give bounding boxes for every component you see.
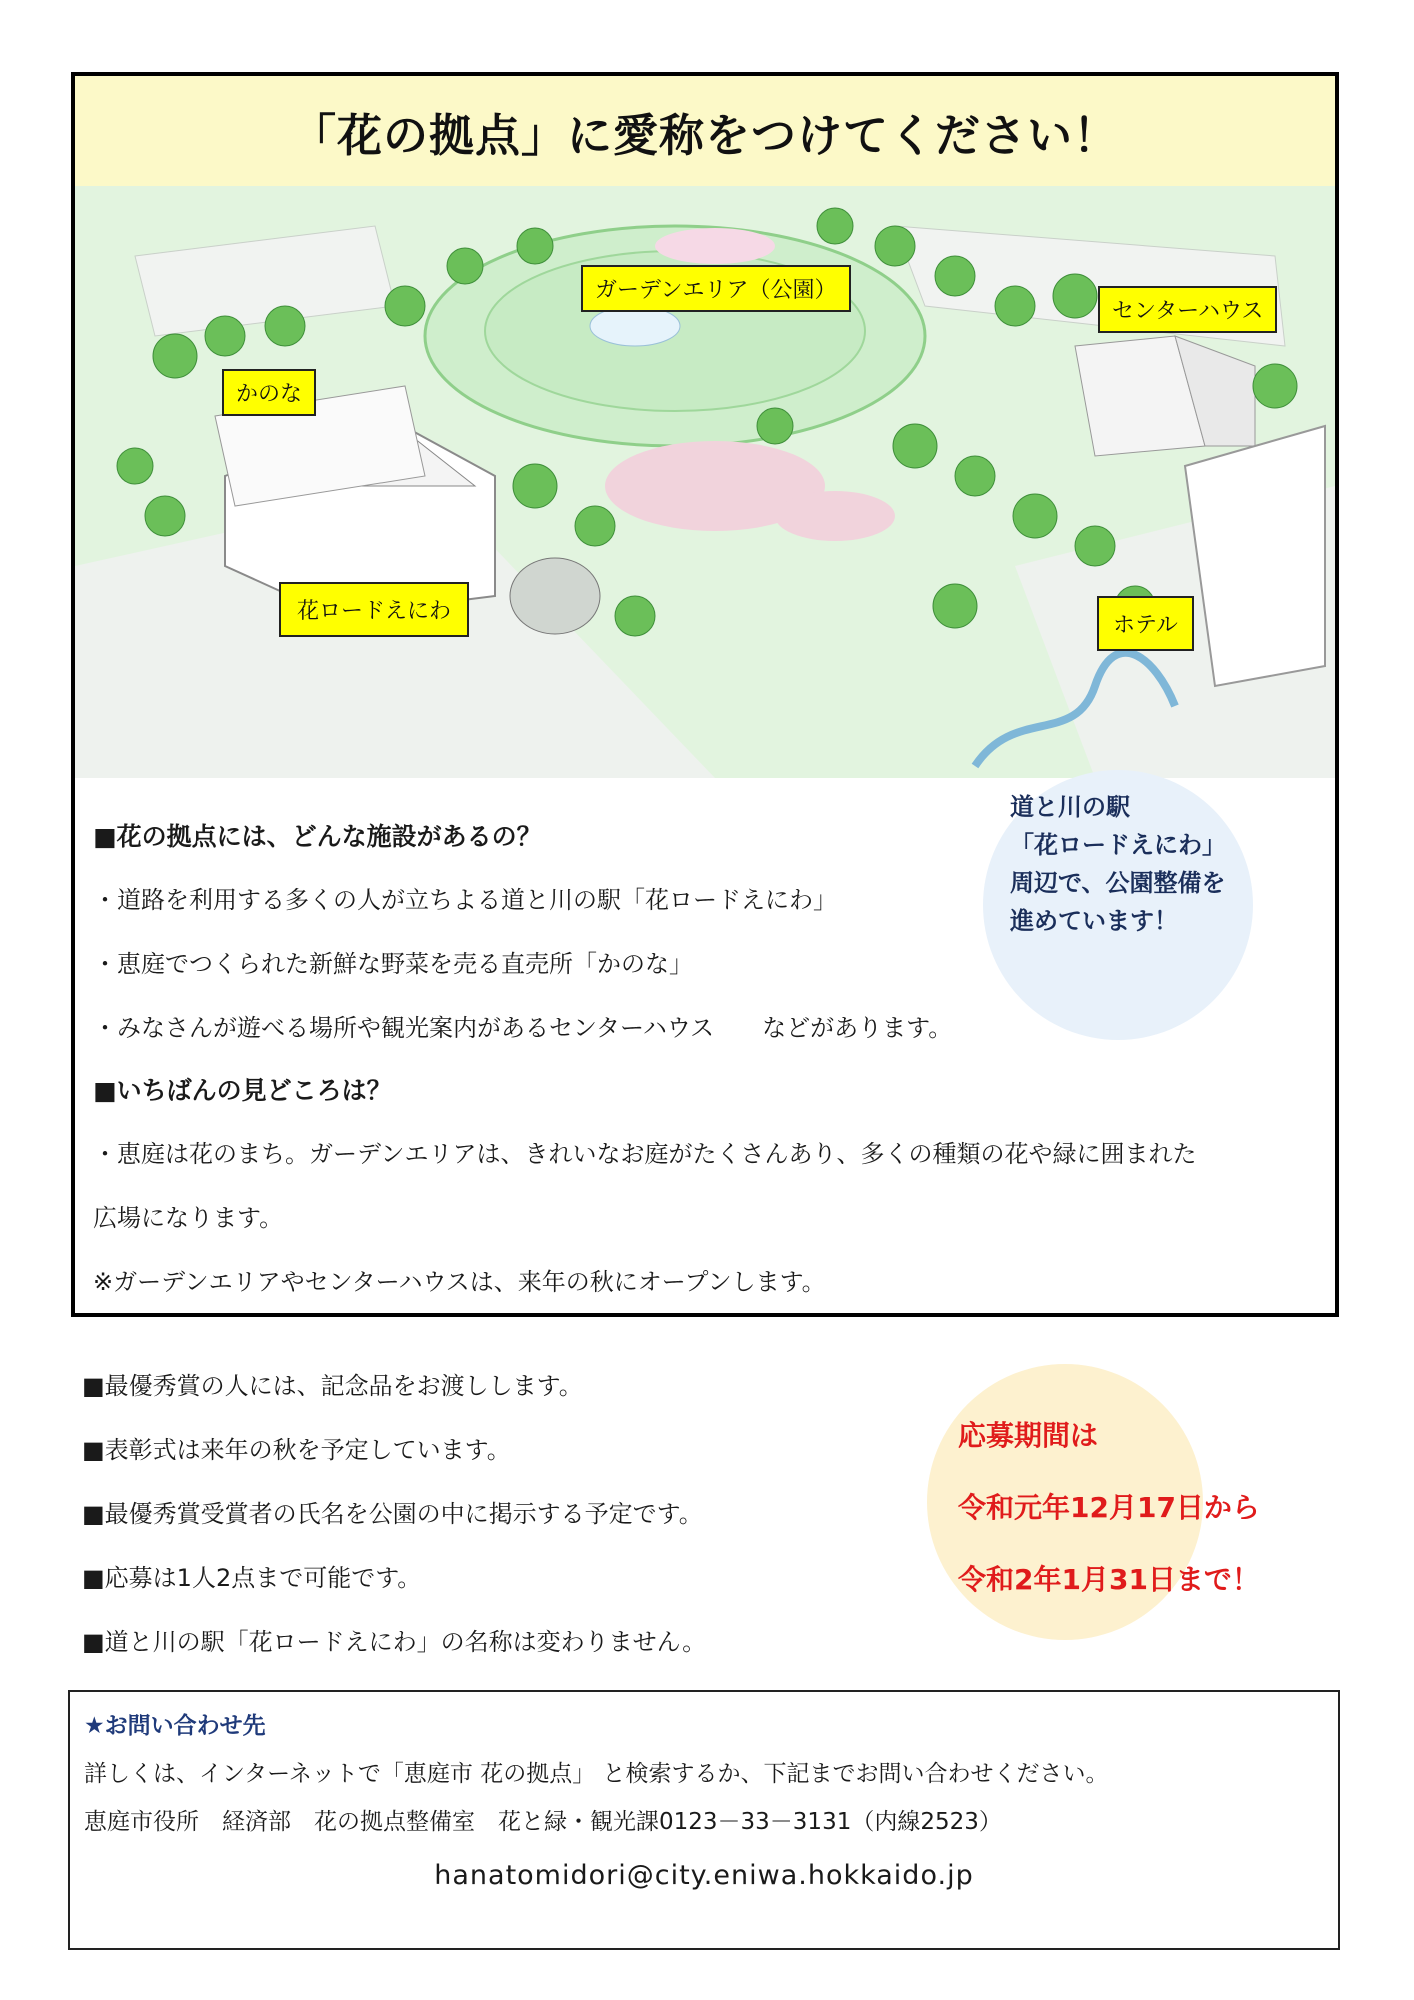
highlight-item: ※ガーデンエリアやセンターハウスは、来年の秋にオープンします。 xyxy=(93,1268,826,1296)
contact-box xyxy=(68,1690,1340,1950)
main-frame xyxy=(71,72,1339,1317)
facility-item: ・道路を利用する多くの人が立ちよる道と川の駅「花ロードえにわ」 xyxy=(93,886,837,914)
label-kanona: かのな xyxy=(222,369,316,416)
application-period xyxy=(958,1400,1318,1616)
facility-item: ・恵庭でつくられた新鮮な野菜を売る直売所「かのな」 xyxy=(93,950,693,978)
contact-line-office: 恵庭市役所 経済部 花の拠点整備室 花と緑・観光課0123－33－3131（内線2523） xyxy=(84,1809,1002,1835)
bubble-text: 道と川の駅 「花ロードえにわ」 周辺で、公園整備を 進めています！ xyxy=(1010,793,1226,935)
highlights-heading: ■いちばんの見どころは？ xyxy=(93,1076,392,1105)
period-end: 令和2年1月31日まで！ xyxy=(958,1563,1260,1596)
contact-email-link[interactable]: hanatomidori@city.eniwa.hokkaido.jp xyxy=(434,1860,974,1891)
period-start: 令和元年12月17日から xyxy=(958,1491,1260,1524)
label-hanaroad: 花ロードえにわ xyxy=(279,582,469,637)
label-center-house: センターハウス xyxy=(1098,286,1277,333)
contact-title: ★お問い合わせ先 xyxy=(84,1713,266,1739)
page-title: 「花の拠点」に愛称をつけてください！ xyxy=(290,108,1119,162)
contact-line-search: 詳しくは、インターネットで「恵庭市 花の拠点」 と検索するか、下記までお問い合わせください。 xyxy=(84,1761,1109,1787)
facilities-heading: ■花の拠点には、どんな施設があるの？ xyxy=(93,822,542,851)
note-item: ■最優秀賞の人には、記念品をお渡しします。 xyxy=(82,1372,583,1400)
highlight-item: 広場になります。 xyxy=(93,1204,284,1232)
highlight-item: ・恵庭は花のまち。ガーデンエリアは、きれいなお庭がたくさんあり、多くの種類の花や緑に囲まれた xyxy=(93,1140,1197,1168)
label-garden-area: ガーデンエリア（公園） xyxy=(581,265,851,312)
note-item: ■最優秀賞受賞者の氏名を公園の中に掲示する予定です。 xyxy=(82,1500,703,1528)
facility-item: ・みなさんが遊べる場所や観光案内があるセンターハウス などがあります。 xyxy=(93,1014,953,1042)
note-item: ■道と川の駅「花ロードえにわ」の名称は変わりません。 xyxy=(82,1628,707,1656)
park-illustration xyxy=(75,186,1335,778)
title-band xyxy=(75,76,1335,186)
note-item: ■応募は1人2点まで可能です。 xyxy=(82,1564,422,1592)
period-heading: 応募期間は xyxy=(958,1419,1099,1452)
notes-list xyxy=(82,1354,902,1674)
label-hotel: ホテル xyxy=(1097,596,1194,651)
note-item: ■表彰式は来年の秋を予定しています。 xyxy=(82,1436,511,1464)
info-bubble xyxy=(983,770,1253,1040)
